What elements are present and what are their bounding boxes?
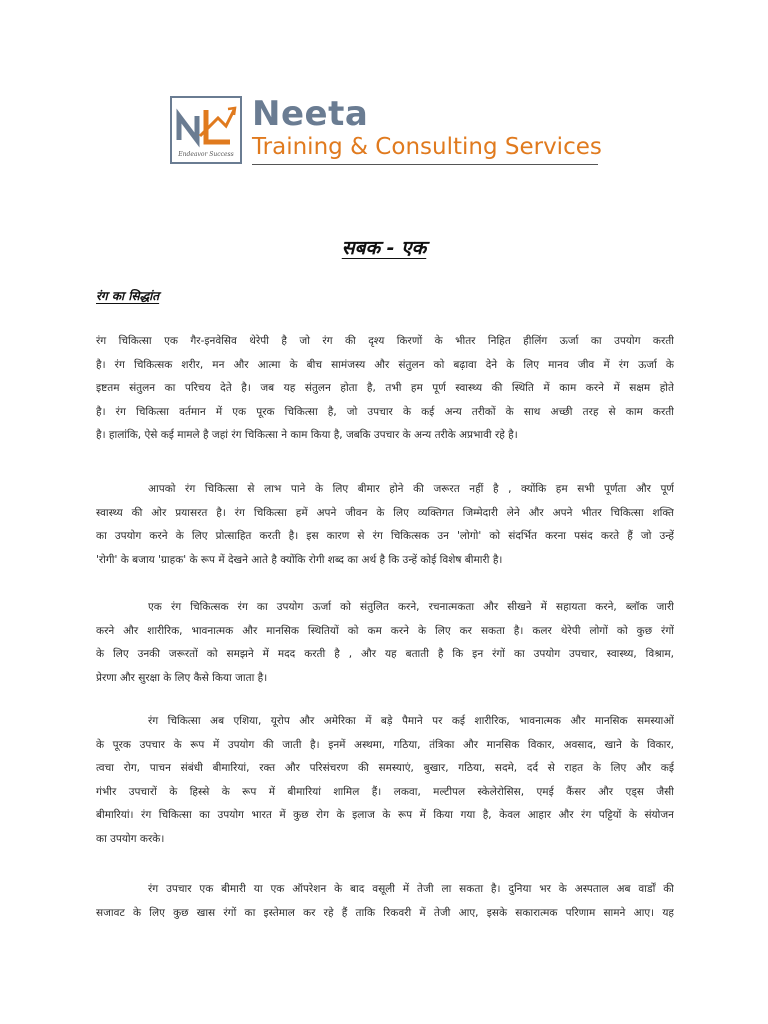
paragraph-line: करने और शारीरिक, भावनात्मक और मानसिक स्थितियों को कम करने के लिए कर सकता है। कलर थेरेपी लोगों को कुछ रंगों [96,624,674,637]
paragraph-line: है। रंग चिकित्सा वर्तमान में एक पूरक चिकित्सा है, जो उपचार के कई अन्य तरीकों के साथ अच्छी तरह से काम करती [96,405,674,418]
section-heading: रंग का सिद्धांत [96,289,160,303]
paragraph-line: आपको रंग चिकित्सा से लाभ पाने के लिए बीमार होने की जरूरत नहीं है , क्योंकि हम सभी पूर्णता और पूर्ण [148,483,674,495]
paragraph-line: रंग उपचार एक बीमारी या एक ऑपरेशन के बाद वसूली में तेजी ला सकता है। दुनिया भर के अस्पताल अब वार्डों की [148,883,674,895]
brand-name: Neeta [252,94,369,134]
paragraph-line: सजावट के लिए कुछ खास रंगों का इस्तेमाल कर रहे हैं ताकि रिकवरी में तेजी आए, इसके सकारात्मक परिणाम सामने आए। यह [96,906,674,919]
paragraph-line: स्वास्थ्य की ओर प्रयासरत है। रंग चिकित्सा हमें अपने जीवन के लिए व्यक्तिगत जिम्मेदारी लेने और अपने भीतर चिकित्सा शक्ति [96,506,674,519]
paragraph-3 [96,596,674,690]
paragraph-5 [96,878,674,925]
paragraph-line: है। हालांकि, ऐसे कई मामले है जहां रंग चिकित्सा ने काम किया है, जबकि उपचार के अन्य तरीके अप्रभावी रहे है। [96,429,518,441]
logo-motto: Endeavor Success [178,151,234,158]
paragraph-2 [96,478,674,572]
paragraph-line: रंग चिकित्सा अब एशिया, यूरोप और अमेरिका में बड़े पैमाने पर कई शारीरिक, भावनात्मक और मानसिक समस्याओं [148,715,674,727]
paragraph-line: रंग चिकित्सा एक गैर-इनवेसिव थेरेपी है जो रंग की दृश्य किरणों के भीतर निहित हीलिंग ऊर्जा का उपयोग करती [96,335,674,347]
paragraph-line: बीमारियां। रंग चिकित्सा का उपयोग भारत में कुछ रोग के इलाज के रूप में किया गया है, केवल आहार और रंग पट्टियों के संयोजन [96,809,674,821]
paragraph-line: त्वचा रोग, पाचन संबंधी बीमारियां, रक्त और परिसंचरण की समस्याएं, बुखार, गठिया, सदमे, दर्द से राहत के लिए और कई [96,762,674,774]
paragraph-line: प्रेरणा और सुरक्षा के लिए कैसे किया जाता है। [96,671,268,684]
paragraph-line: के पूरक उपचार के रूप में उपयोग की जाती है। इनमें अस्थमा, गठिया, तंत्रिका और मानसिक विकार, अवसाद, खाने के विकार, [96,738,674,751]
company-header [170,96,600,168]
paragraph-1 [96,330,674,448]
paragraph-line: इष्टतम संतुलन का परिचय देते है। जब यह संतुलन होता है, तभी हम पूर्ण स्वास्थ्य की स्थिति में काम करने में सक्षम होते [96,382,674,394]
header-divider [252,164,598,165]
paragraph-line: के लिए उनकी जरूरतों को समझने में मदद करती है , और यह बताती है कि इन रंगों का उपयोग उपचार, स्वास्थ्य, विश्राम, [96,648,674,660]
brand-tagline: Training & Consulting Services [252,134,602,160]
paragraph-line: एक रंग चिकित्सक रंग का उपयोग ऊर्जा को संतुलित करने, रचनात्मकता और सीखने में सहायता करने, ब्लॉक जारी [148,601,674,613]
paragraph-line: का उपयोग करने के लिए प्रोत्साहित करती है। इस कारण से रंग चिकित्सक उन 'लोगो' को संदर्भित करना पसंद करते हैं जो उन्हें [96,530,674,542]
paragraph-line: का उपयोग करके। [96,832,165,845]
company-logo-icon [170,96,242,164]
lesson-title [0,234,768,260]
paragraph-line: गंभीर उपचारों के हिस्से के रूप में बीमारियां शामिल हैं। लकवा, मल्टीपल स्केलेरोसिस, एमई कैंसर और एड्स जैसी [96,785,674,798]
lesson-title-text: सबक - एक [341,237,427,259]
paragraph-4 [96,710,674,851]
paragraph-line: 'रोगी' के बजाय 'ग्राहक' के रूप में देखने आते है क्योंकि रोगी शब्द का अर्थ है कि उन्हें कोई विशेष बीमारी है। [96,553,503,566]
paragraph-line: है। रंग चिकित्सक शरीर, मन और आत्मा के बीच सामंजस्य और संतुलन को बढ़ावा देने के लिए मानव जीव में रंग ऊर्जा के [96,358,674,371]
